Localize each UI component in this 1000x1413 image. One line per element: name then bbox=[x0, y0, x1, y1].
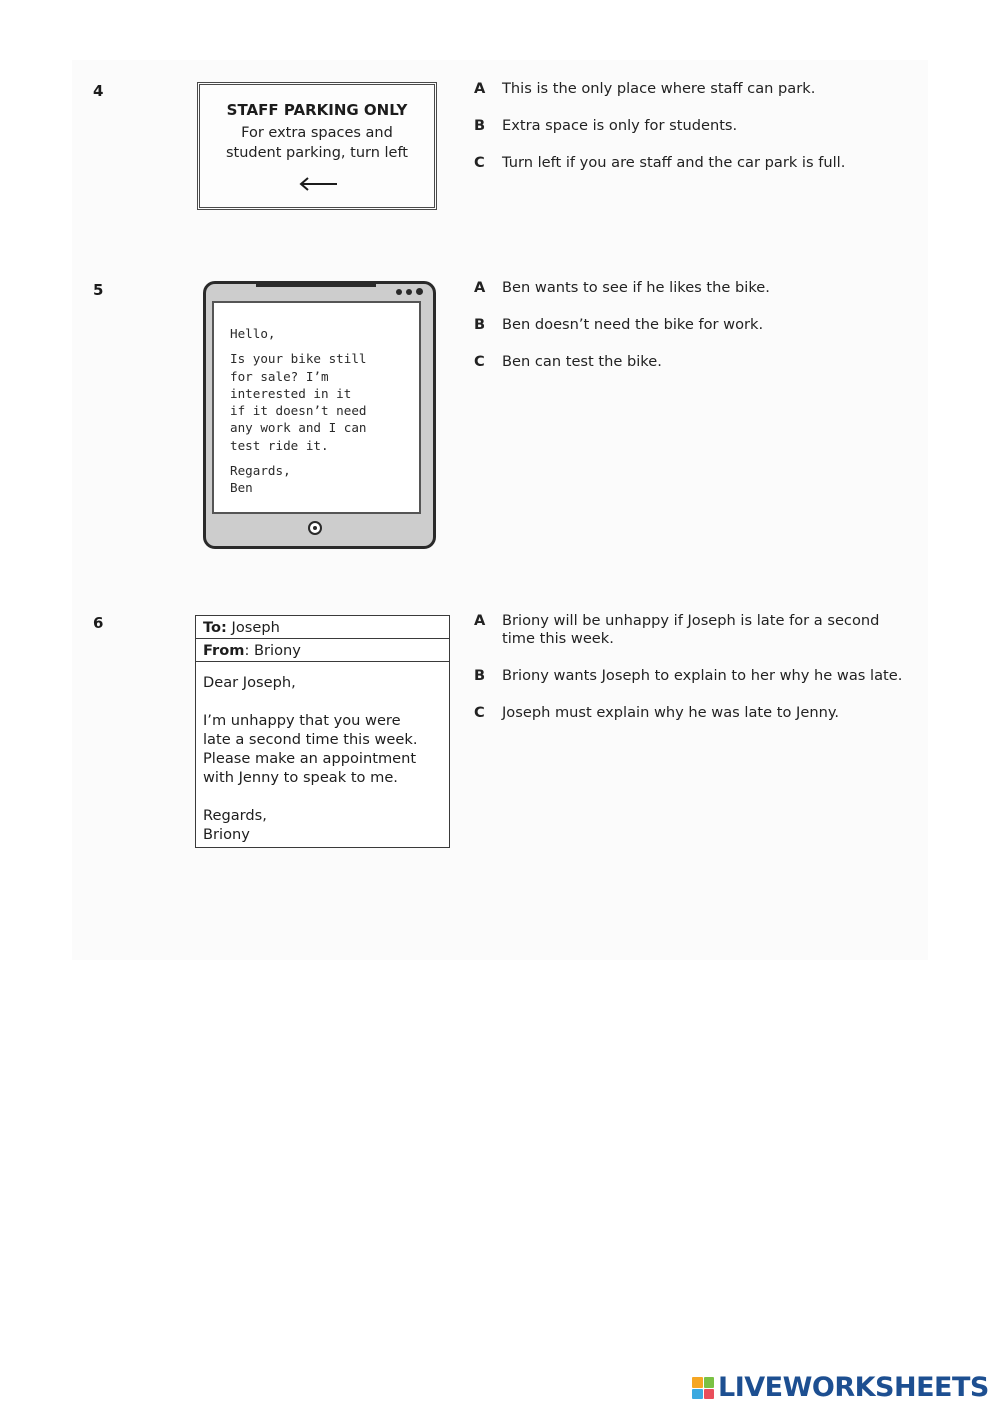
email-line: Please make an appointment bbox=[203, 750, 417, 767]
email-name: Briony bbox=[203, 826, 250, 843]
option-letter: B bbox=[474, 667, 486, 684]
answer-option-b[interactable] bbox=[474, 667, 914, 685]
option-letter: B bbox=[474, 117, 486, 134]
message-signoff: Regards, bbox=[230, 463, 291, 479]
sign-line: For extra spaces and bbox=[241, 125, 393, 141]
liveworksheets-logo[interactable] bbox=[692, 1374, 989, 1402]
option-letter: C bbox=[474, 704, 485, 721]
question-number: 4 bbox=[93, 82, 104, 100]
email-line: I’m unhappy that you were bbox=[203, 712, 401, 729]
phone-speaker bbox=[256, 284, 376, 287]
question-number: 6 bbox=[93, 614, 104, 632]
option-letter: A bbox=[474, 279, 486, 296]
email-to-row bbox=[196, 616, 449, 639]
option-text: Ben can test the bike. bbox=[502, 353, 662, 370]
option-text: Extra space is only for students. bbox=[502, 117, 738, 134]
phone-camera-icon bbox=[396, 289, 423, 295]
logo-badge-icon bbox=[692, 1377, 714, 1399]
email-line: with Jenny to speak to me. bbox=[203, 769, 398, 786]
answer-options bbox=[474, 612, 914, 722]
answer-option-a[interactable] bbox=[474, 612, 914, 648]
answer-option-b[interactable] bbox=[474, 117, 914, 135]
sign-line: student parking, turn left bbox=[226, 145, 408, 161]
message-body: Is your bike still for sale? I’m interested in it if it doesn’t need any work and I can test ride it. bbox=[230, 351, 367, 453]
email-greeting: Dear Joseph, bbox=[203, 674, 296, 691]
email-line: late a second time this week. bbox=[203, 731, 418, 748]
home-button-icon bbox=[308, 521, 322, 535]
answer-option-a[interactable] bbox=[474, 80, 914, 98]
answer-option-a[interactable] bbox=[474, 279, 914, 297]
email-to-value: Joseph bbox=[226, 619, 280, 636]
option-letter: C bbox=[474, 353, 485, 370]
option-letter: C bbox=[474, 154, 485, 171]
option-text: Ben doesn’t need the bike for work. bbox=[502, 316, 764, 333]
option-text: This is the only place where staff can park. bbox=[502, 80, 816, 97]
logo-wordmark: LIVEWORKSHEETS bbox=[718, 1372, 989, 1403]
email-signoff: Regards, bbox=[203, 807, 267, 824]
answer-option-c[interactable] bbox=[474, 154, 914, 172]
message-greeting: Hello, bbox=[230, 326, 276, 341]
email-from-value: : Briony bbox=[244, 642, 301, 659]
email-from-label: From bbox=[203, 642, 245, 659]
email-note bbox=[195, 615, 450, 848]
option-text: Joseph must explain why he was late to Jenny. bbox=[502, 704, 840, 721]
email-from-row bbox=[196, 639, 449, 662]
phone-message bbox=[203, 281, 436, 549]
option-letter: B bbox=[474, 316, 486, 333]
option-letter: A bbox=[474, 80, 486, 97]
option-text: Turn left if you are staff and the car park is full. bbox=[502, 154, 846, 171]
option-text: Ben wants to see if he likes the bike. bbox=[502, 279, 770, 296]
message-name: Ben bbox=[230, 480, 253, 496]
email-to-label: To: bbox=[203, 619, 227, 636]
email-body bbox=[196, 662, 449, 844]
question-number: 5 bbox=[93, 281, 104, 299]
answer-options bbox=[474, 80, 914, 172]
arrow-left-icon bbox=[299, 177, 339, 191]
answer-options bbox=[474, 279, 914, 371]
answer-option-b[interactable] bbox=[474, 316, 914, 334]
option-text: Briony wants Joseph to explain to her why he was late. bbox=[502, 667, 903, 684]
answer-option-c[interactable] bbox=[474, 704, 914, 722]
phone-screen bbox=[212, 301, 421, 514]
option-text: Briony will be unhappy if Joseph is late for a second time this week. bbox=[502, 612, 880, 647]
sign-title: STAFF PARKING ONLY bbox=[226, 101, 408, 119]
parking-sign bbox=[197, 82, 437, 210]
option-letter: A bbox=[474, 612, 486, 629]
answer-option-c[interactable] bbox=[474, 353, 914, 371]
